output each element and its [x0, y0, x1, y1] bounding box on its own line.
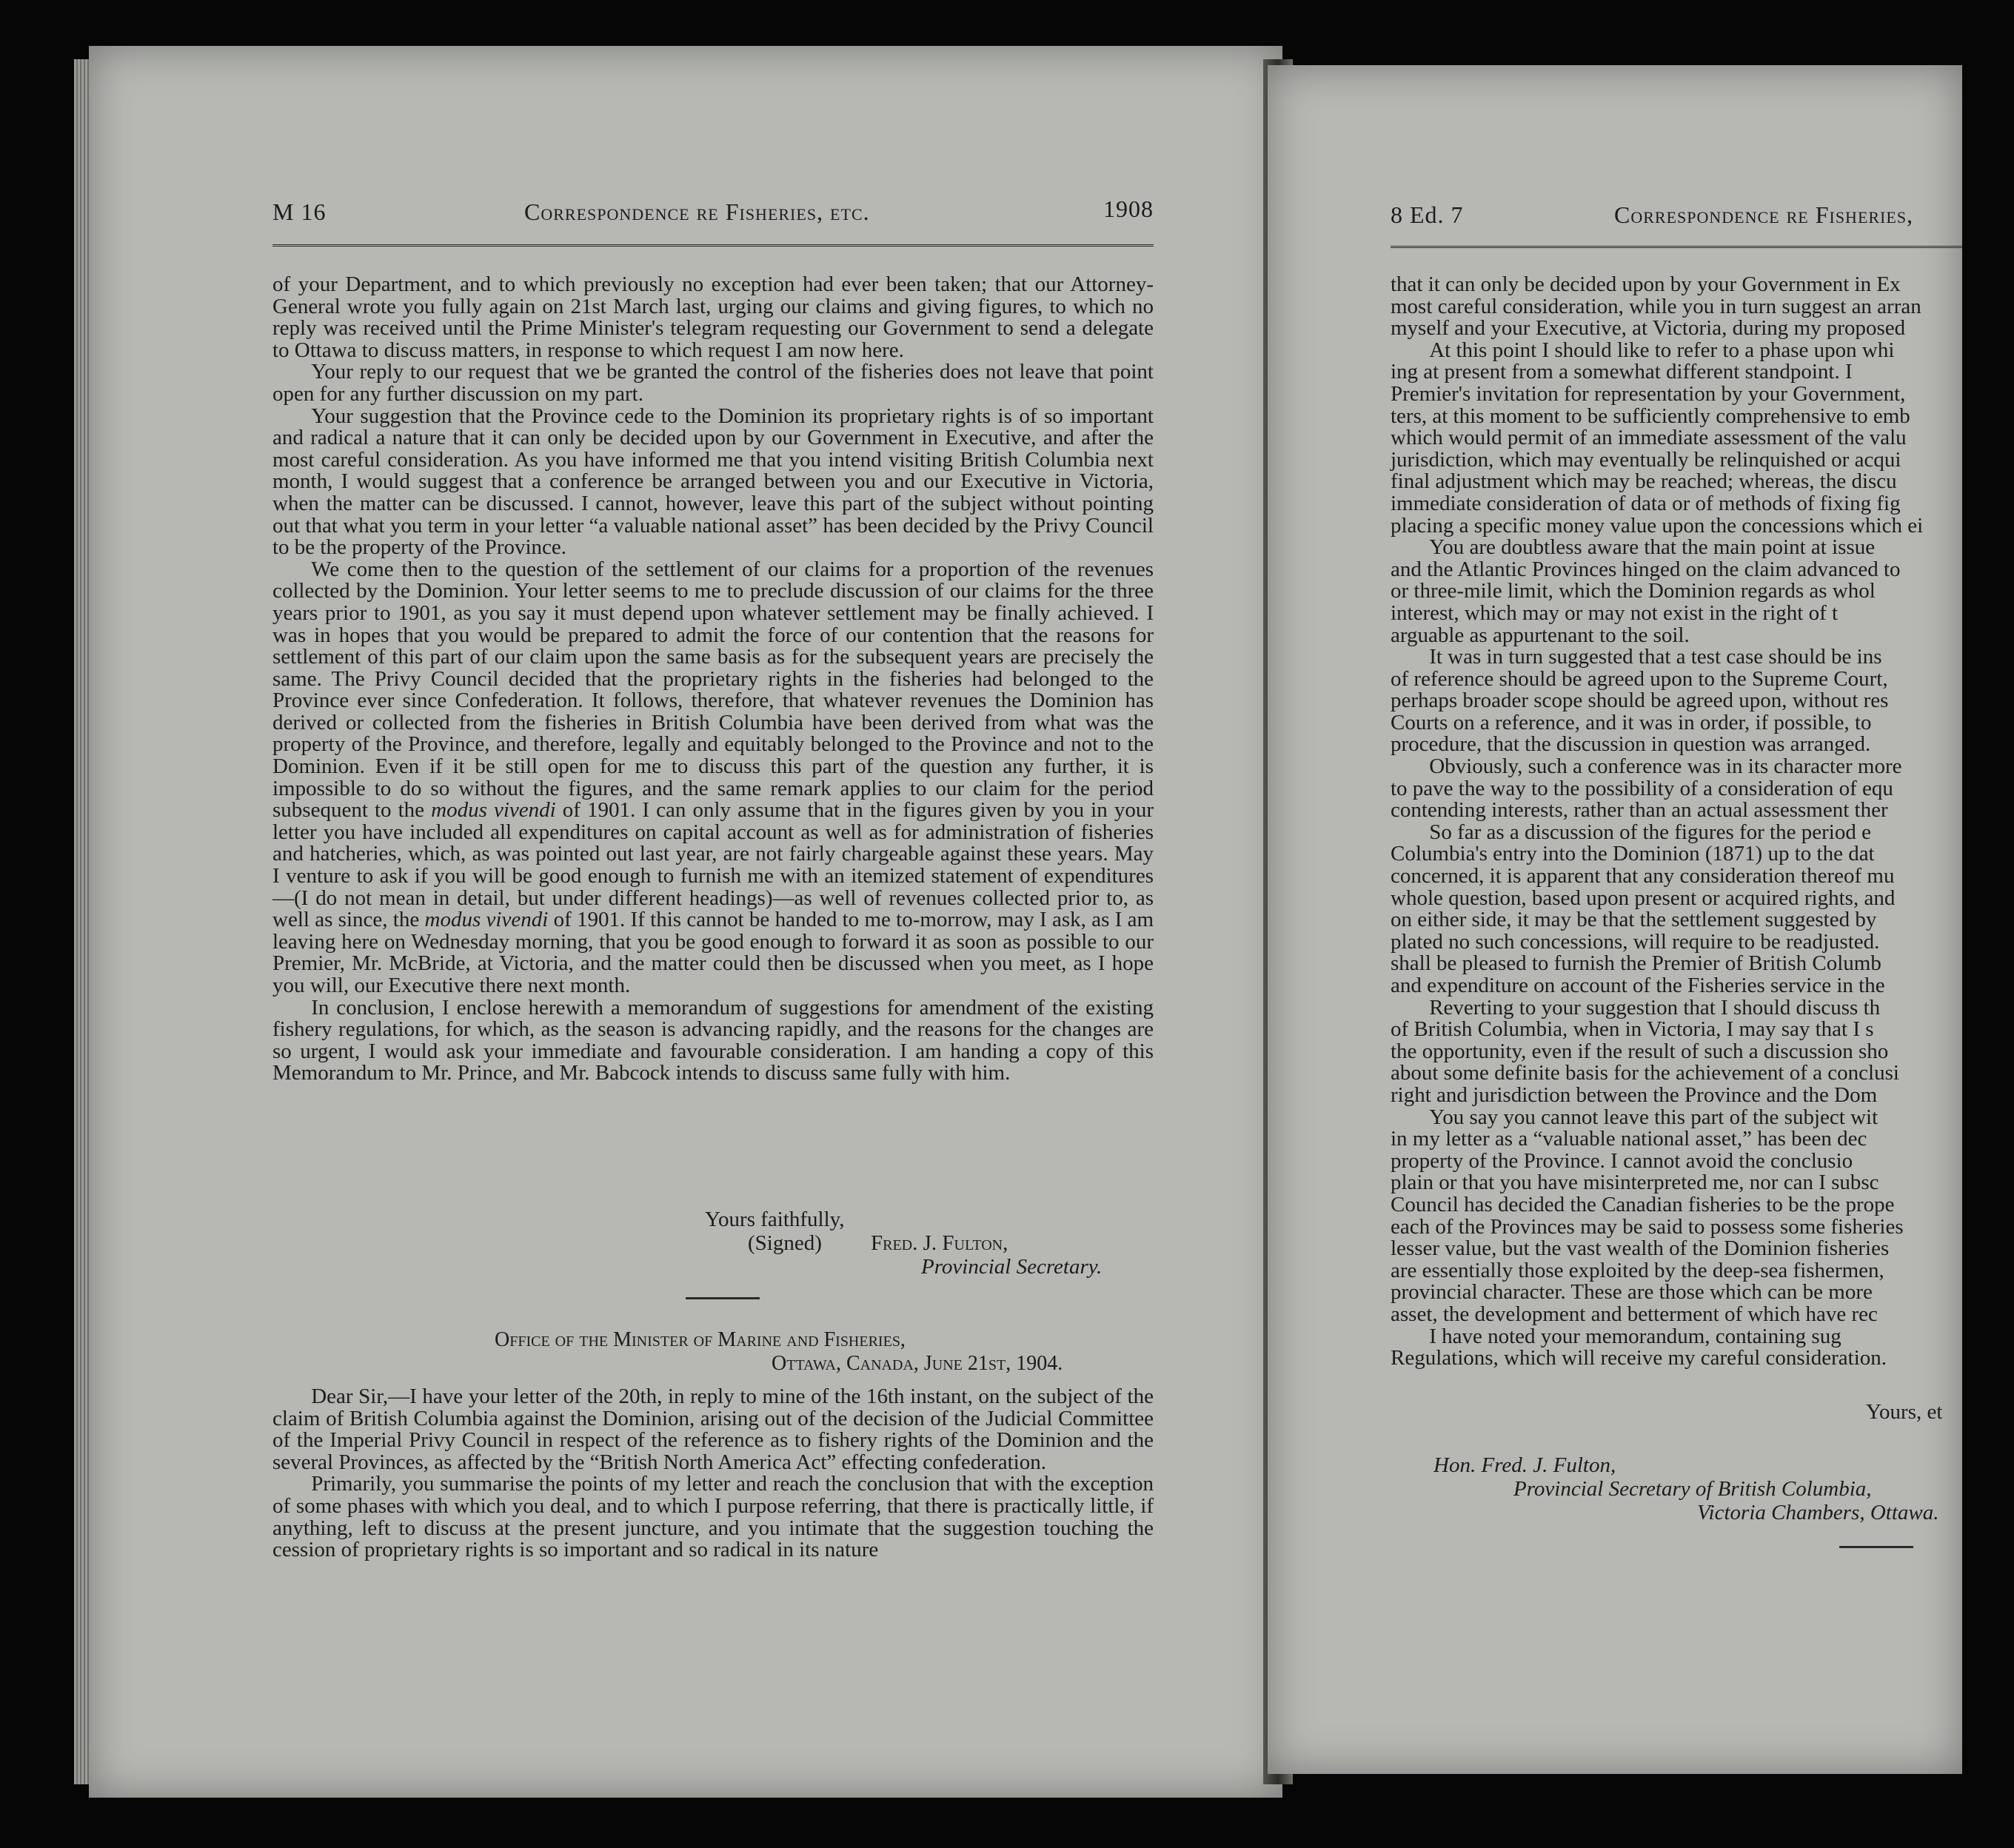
right-line: Obviously, such a conference was in its character more [1429, 754, 1902, 779]
paragraph-4b-text: of 1901. I can only assume that in the figures given by you in your letter you have included all expenditures on capital account as well as for administration of fisheries and hatcheries, which, as was pointed out last year, are not fairly chargeable against these years. May I venture to ask if you will be good enough to furnish me with an itemized statement of expenditures—(I do not mean in detail, but under different headings)—as well of revenues collected prior to, as well as since, the [272, 798, 1154, 932]
right-line: in my letter as a “valuable national asset,” has been dec [1391, 1127, 1867, 1151]
signature-name: Fred. J. Fulton, [871, 1231, 1008, 1255]
office-line-2: Ottawa, Canada, June 21st, 1904. [772, 1352, 1063, 1375]
right-line: concerned, it is apparent that any consideration thereof mu [1391, 864, 1895, 888]
right-line: plated no such concessions, will require to be readjusted. [1391, 929, 1880, 954]
right-line: Regulations, which will receive my careful consideration. [1391, 1346, 1887, 1370]
right-line: on either side, it may be that the settlement suggested by [1391, 908, 1877, 932]
letter-body [272, 274, 1154, 1085]
reply-paragraph-1: Dear Sir,—I have your letter of the 20th, in reply to mine of the 16th instant, on the subject of the claim of British Columbia against the Dominion, arising out of the decision of the Judicial Committee of the Imperial Privy Council in respect of the reference as to fishery rights of the Dominion and the several Provinces, as affected by the “British North America Act” effecting confederation. [272, 1385, 1154, 1474]
reply-paragraph-2: Primarily, you summarise the points of my letter and reach the conclusion that with the exception of some phases with which you deal, and to which I purpose referring, that there is practically little, if anything, left to discuss at the present juncture, and you intimate that the suggestion touching the cession of proprietary rights is so important and so radical in its nature [272, 1472, 1154, 1562]
office-line-1: Office of the Minister of Marine and Fisheries, [495, 1328, 906, 1351]
right-line: ing at present from a somewhat different standpoint. I [1391, 360, 1853, 384]
right-line: interest, which may or may not exist in the right of t [1391, 600, 1839, 625]
right-line: You are doubtless aware that the main point at issue [1429, 535, 1876, 560]
right-line: Columbia's entry into the Dominion (1871) up to the dat [1391, 842, 1875, 866]
signature-title: Provincial Secretary. [921, 1255, 1103, 1279]
right-line: I have noted your memorandum, containing sug [1429, 1324, 1841, 1348]
right-line: lesser value, but the vast wealth of the Dominion fisheries [1391, 1236, 1890, 1261]
right-line: immediate consideration of data or of methods of fixing fig [1391, 491, 1901, 515]
right-line: myself and your Executive, at Victoria, during my proposed [1391, 316, 1906, 341]
right-session: 8 Ed. 7 [1391, 201, 1464, 228]
right-line: Premier's invitation for representation by your Government, [1391, 381, 1906, 406]
reply-letter-body [272, 1386, 1154, 1561]
right-line: which would permit of an immediate assessment of the valu [1391, 426, 1907, 450]
right-letter-body [1391, 274, 1923, 1370]
signature-closing: Yours faithfully, [705, 1208, 845, 1231]
paragraph-4-text: We come then to the question of the settlement of our claims for a proportion of the revenues collected by the Dominion. Your letter seems to me to preclude discussion of our claims for the three years prior to 1901, as you say it must depend upon whatever settlement may be finally achieved. I was in hopes that you would be prepared to admit the force of our contention that the reasons for settlement of this part of our claim upon the same basis as for the subsequent years are precisely the same. The Privy Council decided that the proprietary rights in the fisheries had belonged to the Province ever since Confederation. It follows, therefore, that whatever revenues the Dominion has derived or collected from the fisheries in British Columbia have been derived from what was the property of the Province, and therefore, legally and equitably belonged to the Province and not to the Dominion. Even if it be still open for me to discuss this part of the question any further, it is impossible to do so without the figures, and the same remark applies to our claim for the period subsequent to the [272, 557, 1154, 823]
address-line-3: Victoria Chambers, Ottawa. [1697, 1501, 1939, 1524]
paragraph-3: Your suggestion that the Province cede to the Dominion its proprietary rights is of so important and radical a nature that it can only be decided upon by our Government in Executive, and after the most careful consideration. As you have informed me that you intend visiting British Columbia next month, I would suggest that a conference be arranged between you and our Executive in Victoria, when the matter can be discussed. I cannot, however, leave this part of the subject without pointing out that what you term in your letter “a valuable national asset” has been decided by the Privy Council to be the property of the Province. [272, 404, 1154, 560]
right-line: ters, at this moment to be sufficiently comprehensive to emb [1391, 404, 1910, 428]
right-header-rule [1391, 246, 1962, 251]
right-line: It was in turn suggested that a test case should be ins [1429, 645, 1882, 669]
right-line: You say you cannot leave this part of the subject wit [1429, 1105, 1878, 1129]
paragraph-1: of your Department, and to which previously no exception had ever been taken; that our Attorney-General wrote you fully again on 21st March last, urging our claims and giving figures, to which no reply was received until the Prime Minister's telegram requesting our Government to send a delegate to Ottawa to discuss matters, in response to which request I am now here. [272, 272, 1154, 362]
right-line: are essentially those exploited by the deep-sea fishermen, [1391, 1258, 1884, 1282]
right-line: Courts on a reference, and it was in order, if possible, to [1391, 710, 1872, 734]
right-closing: Yours, et [1866, 1400, 1943, 1424]
right-line: Council has decided the Canadian fisheries to be the prope [1391, 1192, 1895, 1216]
right-line: property of the Province. I cannot avoid the conclusio [1391, 1148, 1853, 1173]
right-line: that it can only be decided upon by your Government in Ex [1391, 272, 1901, 296]
signature-signed: (Signed) [748, 1231, 822, 1255]
right-line: and expenditure on account of the Fisheries service in the [1391, 974, 1885, 997]
right-line: At this point I should like to refer to a phase upon whi [1429, 338, 1895, 362]
right-line: asset, the development and betterment of which have rec [1391, 1302, 1878, 1326]
right-line: about some definite basis for the achievement of a conclusi [1391, 1061, 1899, 1085]
header-rule [272, 244, 1154, 250]
address-line-2: Provincial Secretary of British Columbia, [1513, 1477, 1872, 1501]
right-line: each of the Provinces may be said to possess some fisheries [1391, 1214, 1904, 1239]
right-line: arguable as appurtenant to the soil. [1391, 623, 1690, 647]
left-page [89, 46, 1282, 1798]
modus-vivendi-1: modus vivendi [431, 798, 556, 823]
right-line: of reference should be agreed upon to the Supreme Court, [1391, 666, 1888, 691]
right-line: perhaps broader scope should be agreed upon, without res [1391, 689, 1889, 713]
right-line: jurisdiction, which may eventually be relinquished or acqui [1391, 447, 1901, 472]
right-line: the opportunity, even if the result of such a discussion sho [1391, 1039, 1889, 1063]
right-line: placing a specific money value upon the concessions which ei [1391, 513, 1924, 538]
right-line: shall be pleased to furnish the Premier of British Columb [1391, 951, 1881, 976]
right-page [1268, 65, 1962, 1774]
right-line: or three-mile limit, which the Dominion regards as whol [1391, 579, 1876, 603]
right-line: most careful consideration, while you in turn suggest an arran [1391, 294, 1921, 318]
right-line: right and jurisdiction between the Province and the Dom [1391, 1082, 1878, 1107]
right-line: to pave the way to the possibility of a consideration of equ [1391, 776, 1893, 800]
section-divider [686, 1297, 760, 1299]
right-line: and the Atlantic Provinces hinged on the claim advanced to [1391, 557, 1901, 581]
right-line: whole question, based upon present or acquired rights, and [1391, 886, 1896, 910]
right-divider [1839, 1546, 1913, 1548]
address-line-1: Hon. Fred. J. Fulton, [1433, 1453, 1616, 1477]
right-line: Reverting to your suggestion that I should discuss th [1429, 995, 1881, 1020]
right-line: procedure, that the discussion in question was arranged. [1391, 732, 1871, 757]
paragraph-4c-text: of 1901. If this cannot be handed to me to-morrow, may I ask, as I am leaving here on Wednesday morning, that you be good enough to forward it as soon as possible to our Premier, Mr. McBride, at Victoria, and the matter could then be discussed when you meet, as I hope you will, our Executive there next month. [272, 908, 1154, 997]
right-line: final adjustment which may be reached; whereas, the discu [1391, 469, 1897, 494]
right-line: of British Columbia, when in Victoria, I may say that I s [1391, 1017, 1874, 1042]
right-line: plain or that you have misinterpreted me, nor can I subsc [1391, 1171, 1879, 1195]
right-line: provincial character. These are those which can be more [1391, 1280, 1873, 1305]
right-line: So far as a discussion of the figures for the period e [1429, 820, 1871, 844]
right-running-title: Correspondence re Fisheries, [1614, 201, 1914, 228]
paragraph-5: In conclusion, I enclose herewith a memorandum of suggestions for amendment of the existing fishery regulations, for which, as the season is advancing rapidly, and the reasons for the changes are so urgent, I would ask your immediate and favourable consideration. I am handing a copy of this Memorandum to Mr. Prince, and Mr. Babcock intends to discuss same fully with him. [272, 995, 1154, 1085]
modus-vivendi-2: modus vivendi [424, 908, 549, 932]
paragraph-2: Your reply to our request that we be granted the control of the fisheries does not leave that point open for any further discussion on my part. [272, 360, 1154, 406]
left-page-number: M 16 [272, 198, 327, 225]
left-year: 1908 [1103, 195, 1154, 222]
paragraph-4 [272, 559, 1154, 997]
left-running-title: Correspondence re Fisheries, etc. [524, 198, 870, 225]
right-line: contending interests, rather than an actual assessment ther [1391, 798, 1888, 823]
